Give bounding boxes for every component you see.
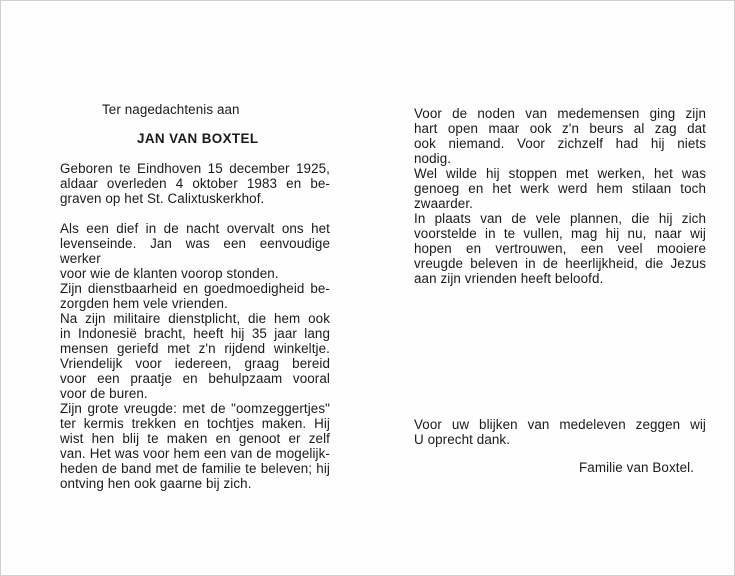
- text-line: genoeg en het werk werd hem stilaan toch: [414, 181, 706, 196]
- text-line: mensen geriefd met z'n rijdend winkeltje.: [60, 341, 330, 356]
- text-line: voor de buren.: [60, 386, 148, 401]
- text-line: hart open maar ook z'n beurs al zag dat: [414, 121, 706, 136]
- text-line: Voor de noden van medemensen ging zijn: [414, 106, 706, 121]
- paragraph-generosity: [414, 106, 706, 166]
- birth-death-paragraph: [60, 161, 330, 206]
- text-line: U oprecht dank.: [414, 432, 511, 447]
- text-line: van. Het was voor hem een van de mogelijk-: [60, 446, 330, 461]
- text-line: wist hen blij te maken en genoot er zelf: [60, 431, 330, 446]
- text-line: Wel wilde hij stoppen met werken, het was: [414, 166, 706, 181]
- deceased-name: JAN VAN BOXTEL: [137, 131, 259, 146]
- text-line: Zijn dienstbaarheid en goedmoedigheid be-: [60, 281, 330, 296]
- text-line: zwaarder.: [414, 196, 473, 211]
- text-line: Voor uw blijken van medeleven zeggen wij: [414, 417, 706, 432]
- left-column: [60, 102, 330, 491]
- thanks-paragraph: [414, 417, 706, 447]
- text-line: heden de band met de familie te beleven; hij: [60, 461, 330, 476]
- text-line: levenseinde. Jan was een eenvoudige werker: [60, 236, 330, 266]
- paragraph-hope: [414, 211, 706, 286]
- text-line: voor wie de klanten voorop stonden.: [60, 266, 279, 281]
- text-line: ook niemand. Voor zichzelf had hij niets: [414, 136, 706, 151]
- text-line: Vriendelijk voor iedereen, graag bereid: [60, 356, 330, 371]
- text-line: hopen en vertrouwen, een veel mooiere: [414, 241, 706, 256]
- text-line: Zijn grote vreugde: met de "oomzeggertjes": [60, 401, 330, 416]
- family-signature: Familie van Boxtel.: [579, 460, 695, 475]
- text-line: in Indonesië bracht, heeft hij 35 jaar lang: [60, 326, 330, 341]
- text-line: Als een dief in de nacht overvalt ons het: [60, 221, 330, 236]
- paragraph-sudden-end: [60, 221, 330, 281]
- text-line: graven op het St. Calixtuskerkhof.: [60, 191, 265, 206]
- text-line: voor een praatje en behulpzaam vooral: [60, 371, 330, 386]
- right-column: [414, 106, 706, 286]
- text-line: In plaats van de vele plannen, die hij zich: [414, 211, 706, 226]
- text-line: ontving hen ook gaarne bij zich.: [60, 476, 252, 491]
- text-line: aan zijn vrienden heeft beloofd.: [414, 271, 604, 286]
- paragraph-friendly: [60, 356, 330, 401]
- paragraph-military-service: [60, 311, 330, 356]
- text-line: Na zijn militaire dienstplicht, die hem ook: [60, 311, 330, 326]
- text-line: aldaar overleden 4 oktober 1983 en be-: [60, 176, 330, 191]
- paragraph-joy: [60, 401, 330, 491]
- text-line: zorgden hem vele vrienden.: [60, 296, 228, 311]
- text-line: Geboren te Eindhoven 15 december 1925,: [60, 161, 330, 176]
- text-line: voorstelde in te vullen, mag hij nu, naar wij: [414, 226, 706, 241]
- paragraph-retirement: [414, 166, 706, 211]
- in-memory-heading: Ter nagedachtenis aan: [102, 102, 240, 117]
- text-line: ter kermis trekken en tochtjes maken. Hij: [60, 416, 330, 431]
- text-line: vreugde beleven in de heerlijkheid, die Jezus: [414, 256, 706, 271]
- text-line: nodig.: [414, 151, 452, 166]
- paragraph-friends: [60, 281, 330, 311]
